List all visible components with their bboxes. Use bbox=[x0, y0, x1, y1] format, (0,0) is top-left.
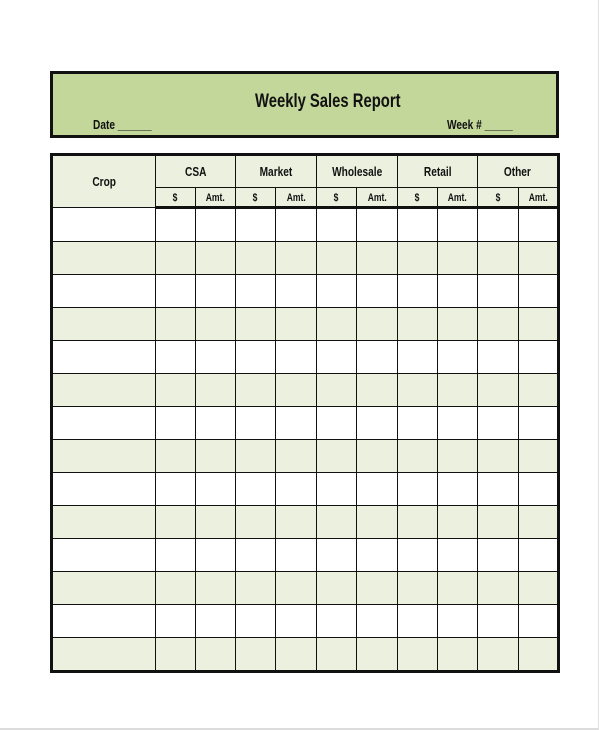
table-row bbox=[52, 473, 559, 506]
dollar-cell[interactable] bbox=[317, 572, 357, 605]
table-row bbox=[52, 407, 559, 440]
dollar-cell[interactable] bbox=[236, 506, 276, 539]
amount-cell[interactable] bbox=[276, 308, 317, 341]
crop-cell[interactable] bbox=[52, 473, 156, 506]
dollar-cell[interactable] bbox=[478, 374, 519, 407]
amount-cell[interactable] bbox=[438, 275, 478, 308]
dollar-cell[interactable] bbox=[317, 638, 357, 672]
sub-header-label: $ bbox=[253, 192, 258, 204]
dollar-cell[interactable] bbox=[156, 440, 196, 473]
dollar-cell[interactable] bbox=[478, 275, 519, 308]
amount-cell[interactable] bbox=[196, 473, 236, 506]
amount-cell[interactable] bbox=[276, 407, 317, 440]
crop-cell[interactable] bbox=[52, 242, 156, 275]
dollar-cell[interactable] bbox=[156, 308, 196, 341]
dollar-cell[interactable] bbox=[317, 341, 357, 374]
dollar-cell[interactable] bbox=[236, 605, 276, 638]
dollar-cell[interactable] bbox=[478, 407, 519, 440]
dollar-cell[interactable] bbox=[398, 605, 438, 638]
dollar-cell[interactable] bbox=[398, 638, 438, 672]
dollar-cell[interactable] bbox=[156, 605, 196, 638]
amount-cell[interactable] bbox=[276, 638, 317, 672]
dollar-cell[interactable] bbox=[236, 341, 276, 374]
dollar-cell[interactable] bbox=[156, 341, 196, 374]
dollar-cell[interactable] bbox=[398, 473, 438, 506]
amount-cell[interactable] bbox=[519, 341, 559, 374]
dollar-cell[interactable] bbox=[156, 572, 196, 605]
group-header-market bbox=[236, 155, 317, 188]
dollar-cell[interactable] bbox=[156, 374, 196, 407]
amount-cell[interactable] bbox=[276, 208, 317, 242]
dollar-cell[interactable] bbox=[398, 407, 438, 440]
amount-cell[interactable] bbox=[276, 572, 317, 605]
amount-cell[interactable] bbox=[196, 374, 236, 407]
amount-cell[interactable] bbox=[196, 407, 236, 440]
amount-cell[interactable] bbox=[357, 374, 398, 407]
dollar-cell[interactable] bbox=[317, 440, 357, 473]
amount-cell[interactable] bbox=[276, 341, 317, 374]
amount-cell[interactable] bbox=[357, 208, 398, 242]
crop-cell[interactable] bbox=[52, 506, 156, 539]
table-row bbox=[52, 605, 559, 638]
dollar-cell[interactable] bbox=[398, 242, 438, 275]
amount-cell[interactable] bbox=[196, 341, 236, 374]
amount-cell[interactable] bbox=[357, 605, 398, 638]
dollar-cell[interactable] bbox=[478, 242, 519, 275]
report-title: Weekly Sales Report bbox=[255, 91, 401, 112]
sub-header-label: Amt. bbox=[205, 192, 226, 204]
dollar-cell[interactable] bbox=[236, 208, 276, 242]
group-header-other bbox=[478, 155, 559, 188]
amount-cell[interactable] bbox=[276, 506, 317, 539]
dollar-column-header bbox=[398, 188, 438, 208]
crop-cell[interactable] bbox=[52, 638, 156, 672]
dollar-cell[interactable] bbox=[478, 208, 519, 242]
amount-cell[interactable] bbox=[519, 242, 559, 275]
table-row bbox=[52, 308, 559, 341]
crop-cell[interactable] bbox=[52, 374, 156, 407]
dollar-cell[interactable] bbox=[156, 506, 196, 539]
dollar-cell[interactable] bbox=[317, 208, 357, 242]
table-row bbox=[52, 242, 559, 275]
amount-column-header bbox=[519, 188, 559, 208]
dollar-cell[interactable] bbox=[398, 572, 438, 605]
sales-table bbox=[50, 153, 560, 673]
dollar-cell[interactable] bbox=[236, 572, 276, 605]
dollar-column-header bbox=[236, 188, 276, 208]
amount-cell[interactable] bbox=[196, 308, 236, 341]
dollar-cell[interactable] bbox=[236, 539, 276, 572]
sub-header-label: Amt. bbox=[286, 192, 306, 204]
amount-cell[interactable] bbox=[357, 341, 398, 374]
amount-cell[interactable] bbox=[196, 275, 236, 308]
amount-column-header bbox=[357, 188, 398, 208]
amount-cell[interactable] bbox=[196, 208, 236, 242]
dollar-cell[interactable] bbox=[398, 506, 438, 539]
amount-cell[interactable] bbox=[438, 572, 478, 605]
amount-cell[interactable] bbox=[519, 506, 559, 539]
dollar-cell[interactable] bbox=[156, 407, 196, 440]
dollar-cell[interactable] bbox=[317, 407, 357, 440]
group-header-csa bbox=[156, 155, 236, 188]
crop-cell[interactable] bbox=[52, 308, 156, 341]
crop-cell[interactable] bbox=[52, 605, 156, 638]
crop-cell[interactable] bbox=[52, 539, 156, 572]
amount-cell[interactable] bbox=[519, 374, 559, 407]
sub-header-label: $ bbox=[415, 192, 420, 204]
dollar-cell[interactable] bbox=[478, 506, 519, 539]
dollar-cell[interactable] bbox=[317, 506, 357, 539]
group-header-label: Other bbox=[504, 163, 532, 179]
dollar-cell[interactable] bbox=[478, 341, 519, 374]
amount-cell[interactable] bbox=[357, 506, 398, 539]
date-field[interactable]: Date ______ bbox=[93, 117, 152, 132]
dollar-cell[interactable] bbox=[478, 308, 519, 341]
dollar-cell[interactable] bbox=[236, 242, 276, 275]
amount-cell[interactable] bbox=[357, 242, 398, 275]
sub-header-label: Amt. bbox=[448, 192, 468, 204]
dollar-cell[interactable] bbox=[398, 374, 438, 407]
dollar-cell[interactable] bbox=[317, 374, 357, 407]
group-header-wholesale bbox=[317, 155, 398, 188]
crop-cell[interactable] bbox=[52, 440, 156, 473]
dollar-cell[interactable] bbox=[156, 275, 196, 308]
dollar-cell[interactable] bbox=[236, 638, 276, 672]
week-field[interactable]: Week # _____ bbox=[447, 117, 513, 132]
table-row bbox=[52, 539, 559, 572]
sub-header-label: $ bbox=[334, 192, 339, 204]
amount-column-header bbox=[438, 188, 478, 208]
amount-cell[interactable] bbox=[519, 308, 559, 341]
amount-cell[interactable] bbox=[519, 407, 559, 440]
amount-cell[interactable] bbox=[196, 440, 236, 473]
amount-cell[interactable] bbox=[519, 473, 559, 506]
amount-cell[interactable] bbox=[276, 473, 317, 506]
table-row bbox=[52, 341, 559, 374]
dollar-cell[interactable] bbox=[398, 275, 438, 308]
dollar-cell[interactable] bbox=[398, 341, 438, 374]
amount-cell[interactable] bbox=[357, 572, 398, 605]
dollar-cell[interactable] bbox=[478, 440, 519, 473]
amount-cell[interactable] bbox=[196, 638, 236, 672]
dollar-cell[interactable] bbox=[317, 605, 357, 638]
amount-cell[interactable] bbox=[438, 506, 478, 539]
crop-cell[interactable] bbox=[52, 572, 156, 605]
dollar-column-header bbox=[317, 188, 357, 208]
group-header-label: Wholesale bbox=[331, 163, 383, 179]
dollar-cell[interactable] bbox=[398, 308, 438, 341]
dollar-cell[interactable] bbox=[398, 539, 438, 572]
table-row bbox=[52, 208, 559, 242]
crop-cell[interactable] bbox=[52, 208, 156, 242]
amount-cell[interactable] bbox=[438, 638, 478, 672]
amount-cell[interactable] bbox=[438, 605, 478, 638]
dollar-cell[interactable] bbox=[478, 605, 519, 638]
amount-cell[interactable] bbox=[438, 208, 478, 242]
amount-cell[interactable] bbox=[196, 506, 236, 539]
amount-cell[interactable] bbox=[438, 539, 478, 572]
dollar-cell[interactable] bbox=[398, 208, 438, 242]
sub-header-label: $ bbox=[173, 192, 178, 204]
amount-cell[interactable] bbox=[438, 473, 478, 506]
group-header-retail bbox=[398, 155, 478, 188]
amount-cell[interactable] bbox=[438, 407, 478, 440]
dollar-cell[interactable] bbox=[317, 275, 357, 308]
table-row bbox=[52, 440, 559, 473]
amount-cell[interactable] bbox=[438, 374, 478, 407]
amount-cell[interactable] bbox=[357, 539, 398, 572]
dollar-cell[interactable] bbox=[236, 275, 276, 308]
group-header-label: CSA bbox=[184, 163, 207, 179]
dollar-cell[interactable] bbox=[156, 473, 196, 506]
amount-cell[interactable] bbox=[357, 638, 398, 672]
crop-header bbox=[52, 155, 156, 208]
amount-cell[interactable] bbox=[519, 605, 559, 638]
crop-cell[interactable] bbox=[52, 341, 156, 374]
sub-header-label: Amt. bbox=[367, 192, 387, 204]
dollar-cell[interactable] bbox=[478, 539, 519, 572]
sub-header-label: $ bbox=[495, 192, 501, 204]
dollar-cell[interactable] bbox=[317, 242, 357, 275]
group-header-label: Market bbox=[259, 163, 293, 179]
report-header bbox=[50, 71, 559, 138]
dollar-cell[interactable] bbox=[317, 539, 357, 572]
table-row bbox=[52, 506, 559, 539]
table-row bbox=[52, 638, 559, 672]
amount-cell[interactable] bbox=[276, 275, 317, 308]
amount-cell[interactable] bbox=[196, 242, 236, 275]
dollar-cell[interactable] bbox=[236, 473, 276, 506]
amount-cell[interactable] bbox=[519, 208, 559, 242]
amount-cell[interactable] bbox=[196, 605, 236, 638]
amount-cell[interactable] bbox=[438, 308, 478, 341]
dollar-cell[interactable] bbox=[478, 473, 519, 506]
dollar-cell[interactable] bbox=[236, 374, 276, 407]
amount-cell[interactable] bbox=[357, 308, 398, 341]
dollar-cell[interactable] bbox=[317, 473, 357, 506]
dollar-cell[interactable] bbox=[317, 308, 357, 341]
amount-cell[interactable] bbox=[519, 572, 559, 605]
amount-cell[interactable] bbox=[357, 407, 398, 440]
amount-cell[interactable] bbox=[196, 572, 236, 605]
dollar-cell[interactable] bbox=[156, 539, 196, 572]
table-row bbox=[52, 572, 559, 605]
amount-column-header bbox=[276, 188, 317, 208]
dollar-cell[interactable] bbox=[156, 638, 196, 672]
amount-cell[interactable] bbox=[438, 242, 478, 275]
crop-header-label: Crop bbox=[92, 173, 116, 189]
dollar-column-header bbox=[156, 188, 196, 208]
dollar-cell[interactable] bbox=[156, 208, 196, 242]
dollar-column-header bbox=[478, 188, 519, 208]
dollar-cell[interactable] bbox=[236, 308, 276, 341]
dollar-cell[interactable] bbox=[478, 638, 519, 672]
amount-column-header bbox=[196, 188, 236, 208]
amount-cell[interactable] bbox=[519, 275, 559, 308]
amount-cell[interactable] bbox=[357, 275, 398, 308]
sub-header-label: Amt. bbox=[528, 192, 548, 204]
amount-cell[interactable] bbox=[276, 440, 317, 473]
dollar-cell[interactable] bbox=[478, 572, 519, 605]
amount-cell[interactable] bbox=[357, 473, 398, 506]
crop-cell[interactable] bbox=[52, 407, 156, 440]
amount-cell[interactable] bbox=[438, 341, 478, 374]
table-row bbox=[52, 275, 559, 308]
group-header-label: Retail bbox=[423, 163, 452, 179]
dollar-cell[interactable] bbox=[156, 242, 196, 275]
amount-cell[interactable] bbox=[276, 539, 317, 572]
amount-cell[interactable] bbox=[357, 440, 398, 473]
amount-cell[interactable] bbox=[196, 539, 236, 572]
amount-cell[interactable] bbox=[519, 638, 559, 672]
amount-cell[interactable] bbox=[276, 242, 317, 275]
amount-cell[interactable] bbox=[519, 539, 559, 572]
amount-cell[interactable] bbox=[276, 605, 317, 638]
amount-cell[interactable] bbox=[519, 440, 559, 473]
amount-cell[interactable] bbox=[276, 374, 317, 407]
dollar-cell[interactable] bbox=[236, 407, 276, 440]
crop-cell[interactable] bbox=[52, 275, 156, 308]
dollar-cell[interactable] bbox=[398, 440, 438, 473]
table-row bbox=[52, 374, 559, 407]
amount-cell[interactable] bbox=[438, 440, 478, 473]
dollar-cell[interactable] bbox=[236, 440, 276, 473]
